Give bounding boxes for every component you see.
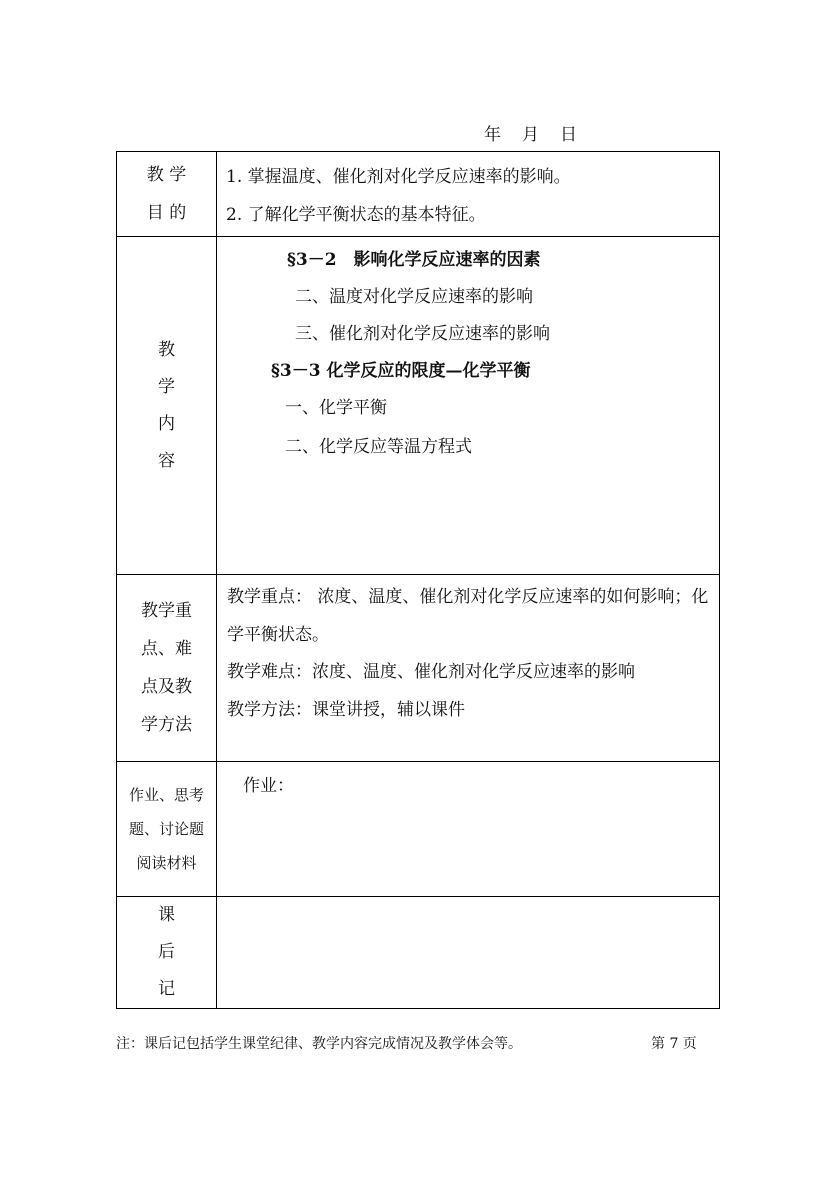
content-label-line: 内 xyxy=(158,413,175,434)
key-points-label-line: 点及教 xyxy=(141,677,192,697)
key-points-label-line: 教学重 xyxy=(141,601,192,621)
content-line: 二、温度对化学反应速率的影响 xyxy=(295,287,533,307)
key-points-label-line: 学方法 xyxy=(141,715,192,735)
postscript-label-line: 记 xyxy=(158,979,175,999)
teaching-method: 教学方法：课堂讲授，辅以课件 xyxy=(227,699,465,720)
content-row xyxy=(117,237,720,575)
homework-label-line: 阅读材料 xyxy=(136,854,197,872)
homework-label xyxy=(117,762,217,897)
key-points-row xyxy=(117,575,720,762)
content-label-line: 教 xyxy=(158,339,175,360)
homework-cell xyxy=(217,762,720,897)
objective-item: 1. 掌握温度、催化剂对化学反应速率的影响。 xyxy=(226,167,571,187)
section-heading: §3－2 影响化学反应速率的因素 xyxy=(287,250,541,270)
key-points-label xyxy=(117,575,217,762)
teaching-difficulty: 教学难点：浓度、温度、催化剂对化学反应速率的影响 xyxy=(227,662,635,682)
footer-note-text: 注：课后记包括学生课堂纪律、教学内容完成情况及教学体会等。 xyxy=(116,1036,522,1052)
content-line: 三、催化剂对化学反应速率的影响 xyxy=(295,324,550,344)
page-number: 第 7 页 xyxy=(651,1036,697,1052)
teaching-focus: 教学重点： 浓度、温度、催化剂对化学反应速率的如何影响；化学平衡状态。 xyxy=(227,587,709,645)
month-label: 月 xyxy=(522,125,539,145)
content-line: 一、化学平衡 xyxy=(285,398,387,418)
content-cell xyxy=(217,237,720,575)
objectives-label xyxy=(117,152,217,237)
lesson-plan-table xyxy=(116,151,720,1009)
objective-item: 2. 了解化学平衡状态的基本特征。 xyxy=(226,205,486,225)
content-label-line: 学 xyxy=(158,376,175,397)
year-label: 年 xyxy=(484,125,501,145)
postscript-label-line: 课 xyxy=(158,905,175,925)
objectives-label-line: 教 学 xyxy=(146,165,187,185)
day-label: 日 xyxy=(560,125,577,145)
content-label xyxy=(117,237,217,575)
postscript-label xyxy=(117,897,217,1009)
content-line: 二、化学反应等温方程式 xyxy=(285,437,472,457)
postscript-label-line: 后 xyxy=(158,942,175,962)
objectives-row xyxy=(117,152,720,237)
objectives-cell xyxy=(217,152,720,237)
key-points-label-line: 点、难 xyxy=(141,639,192,659)
postscript-cell xyxy=(217,897,720,1009)
key-points-cell xyxy=(217,575,720,762)
homework-label-line: 题、讨论题 xyxy=(128,820,204,838)
section-heading: §3－3 化学反应的限度—化学平衡 xyxy=(271,361,531,381)
homework-text: 作业： xyxy=(243,776,294,796)
footer-note xyxy=(116,1033,720,1053)
content-label-line: 容 xyxy=(158,450,175,471)
date-line xyxy=(484,120,577,145)
objectives-label-line: 目 的 xyxy=(146,203,187,223)
homework-label-line: 作业、思考 xyxy=(128,786,204,804)
postscript-row xyxy=(117,897,720,1009)
homework-row xyxy=(117,762,720,897)
